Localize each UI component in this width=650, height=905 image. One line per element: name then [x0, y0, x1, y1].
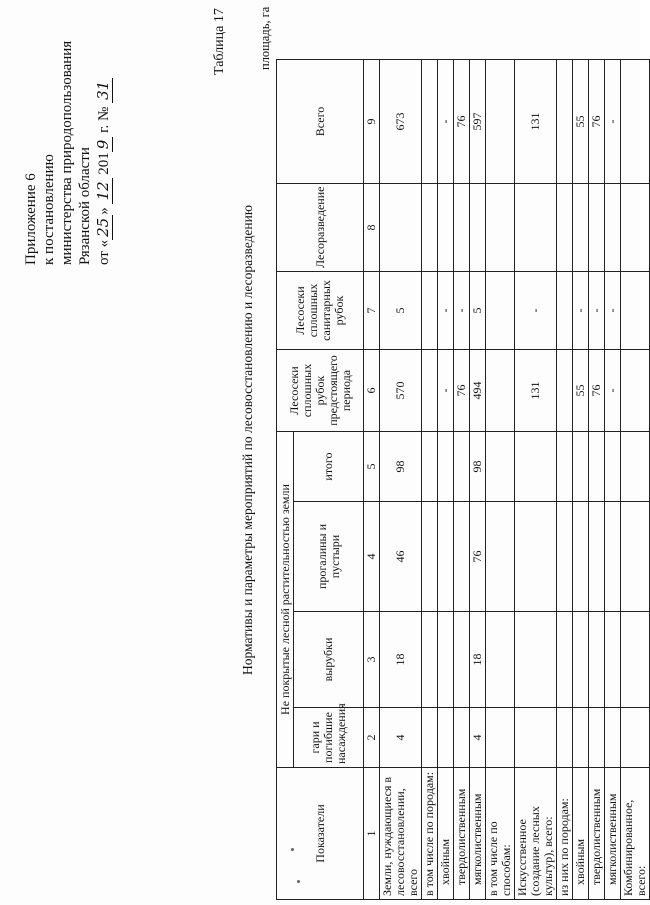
table-cell: 18: [380, 612, 422, 708]
table-cell: [486, 60, 515, 184]
date-year-suffix: г. №: [96, 102, 112, 137]
table-cell: [422, 612, 438, 708]
table-cell: [422, 708, 438, 768]
table-cell: -: [454, 272, 470, 350]
table-cell: [573, 502, 589, 612]
table-row: [454, 60, 470, 900]
table-cell: 98: [380, 432, 422, 502]
table-cell: [621, 272, 650, 350]
table-cell: [454, 184, 470, 272]
table-cell: [557, 432, 573, 502]
table-cell: [486, 184, 515, 272]
table-cell: -: [605, 272, 621, 350]
table-cell: [557, 612, 573, 708]
table-cell: [422, 432, 438, 502]
row-label: в том числе по породам:: [422, 768, 438, 900]
table-cell: [515, 708, 557, 768]
document-number: 31: [94, 78, 113, 103]
table-cell: [557, 708, 573, 768]
table-cell: 46: [380, 502, 422, 612]
normatives-table: [276, 59, 650, 900]
table-row: [515, 60, 557, 900]
table-cell: [557, 502, 573, 612]
table-cell: [515, 612, 557, 708]
table-cell: [486, 708, 515, 768]
table-row: [573, 60, 589, 900]
table-cell: -: [438, 60, 454, 184]
header-unforested-lands: Не покрытые лесной растительностью земли: [277, 432, 294, 768]
column-number: 2: [364, 708, 380, 768]
table-cell: -: [438, 272, 454, 350]
header-sanitary-clearcuts: Лесосеки сплошных санитарных рубок: [277, 272, 364, 350]
table-row: [486, 60, 515, 900]
table-cell: [621, 708, 650, 768]
table-cell: [589, 612, 605, 708]
table-cell: 570: [380, 350, 422, 432]
table-cell: [486, 432, 515, 502]
table-cell: 76: [589, 60, 605, 184]
table-cell: [573, 184, 589, 272]
table-cell: 5: [380, 272, 422, 350]
table-label: Таблица 17: [212, 8, 227, 75]
table-cell: [557, 350, 573, 432]
table-cell: -: [573, 272, 589, 350]
column-number: 6: [364, 350, 380, 432]
table-cell: 76: [454, 60, 470, 184]
column-number: 8: [364, 184, 380, 272]
table-cell: 673: [380, 60, 422, 184]
table-cell: [573, 612, 589, 708]
row-label: Комбинированное, всего:: [621, 768, 650, 900]
table-row: [621, 60, 650, 900]
row-label: Искусственное (создание лесных культур), всего:: [515, 768, 557, 900]
table-row: [557, 60, 573, 900]
table-cell: [621, 60, 650, 184]
table-cell: [422, 350, 438, 432]
row-label: хвойным: [573, 768, 589, 900]
header-line: Приложение 6: [23, 173, 39, 265]
table-cell: 597: [470, 60, 486, 184]
table-cell: 76: [454, 350, 470, 432]
table-cell: 131: [515, 350, 557, 432]
table-row: [470, 60, 486, 900]
row-label: хвойным: [438, 768, 454, 900]
table-cell: [573, 708, 589, 768]
header-indicators: Показатели: [277, 768, 364, 900]
row-label: в том числе по способам:: [486, 768, 515, 900]
table-cell: -: [438, 350, 454, 432]
row-label: Земли, нуждающиеся в лесовосстановлении, всего: [380, 768, 422, 900]
table-cell: [422, 60, 438, 184]
table-cell: [589, 708, 605, 768]
column-number: 9: [364, 60, 380, 184]
table-cell: [515, 502, 557, 612]
row-label: мягколиственным: [605, 768, 621, 900]
table-row: [605, 60, 621, 900]
column-number: 7: [364, 272, 380, 350]
table-cell: [605, 184, 621, 272]
column-number: 4: [364, 502, 380, 612]
table-cell: -: [605, 60, 621, 184]
table-cell: -: [589, 272, 605, 350]
table-cell: [470, 184, 486, 272]
table-cell: [515, 184, 557, 272]
table-cell: [605, 502, 621, 612]
table-cell: [557, 272, 573, 350]
table-cell: [605, 432, 621, 502]
table-cell: -: [605, 350, 621, 432]
header-date-line: [94, 15, 113, 265]
table-cell: [621, 502, 650, 612]
table-cell: [486, 272, 515, 350]
row-label: из них по породам:: [557, 768, 573, 900]
table-cell: [422, 502, 438, 612]
table-cell: [380, 184, 422, 272]
header-afforestation: Лесоразведение: [277, 184, 364, 272]
table-cell: 494: [470, 350, 486, 432]
table-cell: [486, 612, 515, 708]
table-cell: 55: [573, 60, 589, 184]
header-line: министерства природопользования: [59, 40, 75, 265]
date-mid: »: [96, 203, 112, 215]
table-cell: [621, 184, 650, 272]
row-label: мягколиственным: [470, 768, 486, 900]
table-row: [589, 60, 605, 900]
table-cell: [515, 432, 557, 502]
table-cell: 4: [470, 708, 486, 768]
header-felled: вырубки: [294, 612, 364, 708]
column-number: 5: [364, 432, 380, 502]
column-numbers-row: [364, 60, 380, 900]
units-label: площадь, га: [258, 6, 272, 70]
table-cell: [573, 432, 589, 502]
table-row: [422, 60, 438, 900]
table-cell: [605, 612, 621, 708]
header-clearcuts-prior: Лесосеки сплошных рубок предстоящего периода: [277, 350, 364, 432]
table-cell: [605, 708, 621, 768]
date-month: 12: [94, 178, 113, 203]
table-cell: [454, 502, 470, 612]
table-cell: 98: [470, 432, 486, 502]
table-cell: [454, 612, 470, 708]
row-label: твердолиственным: [454, 768, 470, 900]
date-year-digit: 9: [94, 137, 113, 153]
table-cell: 55: [573, 350, 589, 432]
table-cell: [486, 350, 515, 432]
table-cell: [422, 184, 438, 272]
table-cell: [438, 708, 454, 768]
header-burnt: гари и погибшие насаждения: [294, 708, 364, 768]
header-line: Рязанской области: [77, 147, 93, 265]
table-cell: [557, 184, 573, 272]
table-cell: [589, 432, 605, 502]
document-title: Нормативы и параметры мероприятий по лесовосстановлению и лесоразведению: [240, 205, 255, 675]
table-cell: [454, 708, 470, 768]
row-label: твердолиственным: [589, 768, 605, 900]
table-cell: [621, 350, 650, 432]
table-cell: [557, 60, 573, 184]
appendix-header: [22, 15, 113, 265]
column-number: 1: [364, 768, 380, 900]
table-cell: 131: [515, 60, 557, 184]
table-cell: 5: [470, 272, 486, 350]
table-cell: 76: [470, 502, 486, 612]
header-subtotal: итого: [294, 432, 364, 502]
table-cell: -: [515, 272, 557, 350]
table-row: [438, 60, 454, 900]
table-cell: [589, 184, 605, 272]
table-cell: [589, 502, 605, 612]
column-number: 3: [364, 612, 380, 708]
header-glades: прогалины и пустыри: [294, 502, 364, 612]
header-total: Всего: [277, 60, 364, 184]
table-cell: [486, 502, 515, 612]
table-cell: [422, 272, 438, 350]
table-cell: [454, 432, 470, 502]
date-year-prefix: 201: [96, 152, 112, 179]
table-row: [380, 60, 422, 900]
table-cell: 76: [589, 350, 605, 432]
header-line: к постановлению: [41, 154, 57, 265]
table-cell: [438, 432, 454, 502]
date-day: 25: [94, 215, 113, 240]
table-cell: [621, 612, 650, 708]
date-prefix: от «: [96, 239, 112, 265]
table-cell: [438, 184, 454, 272]
table-cell: 4: [380, 708, 422, 768]
table-cell: 18: [470, 612, 486, 708]
table-cell: [438, 612, 454, 708]
table-cell: [621, 432, 650, 502]
table-cell: [438, 502, 454, 612]
